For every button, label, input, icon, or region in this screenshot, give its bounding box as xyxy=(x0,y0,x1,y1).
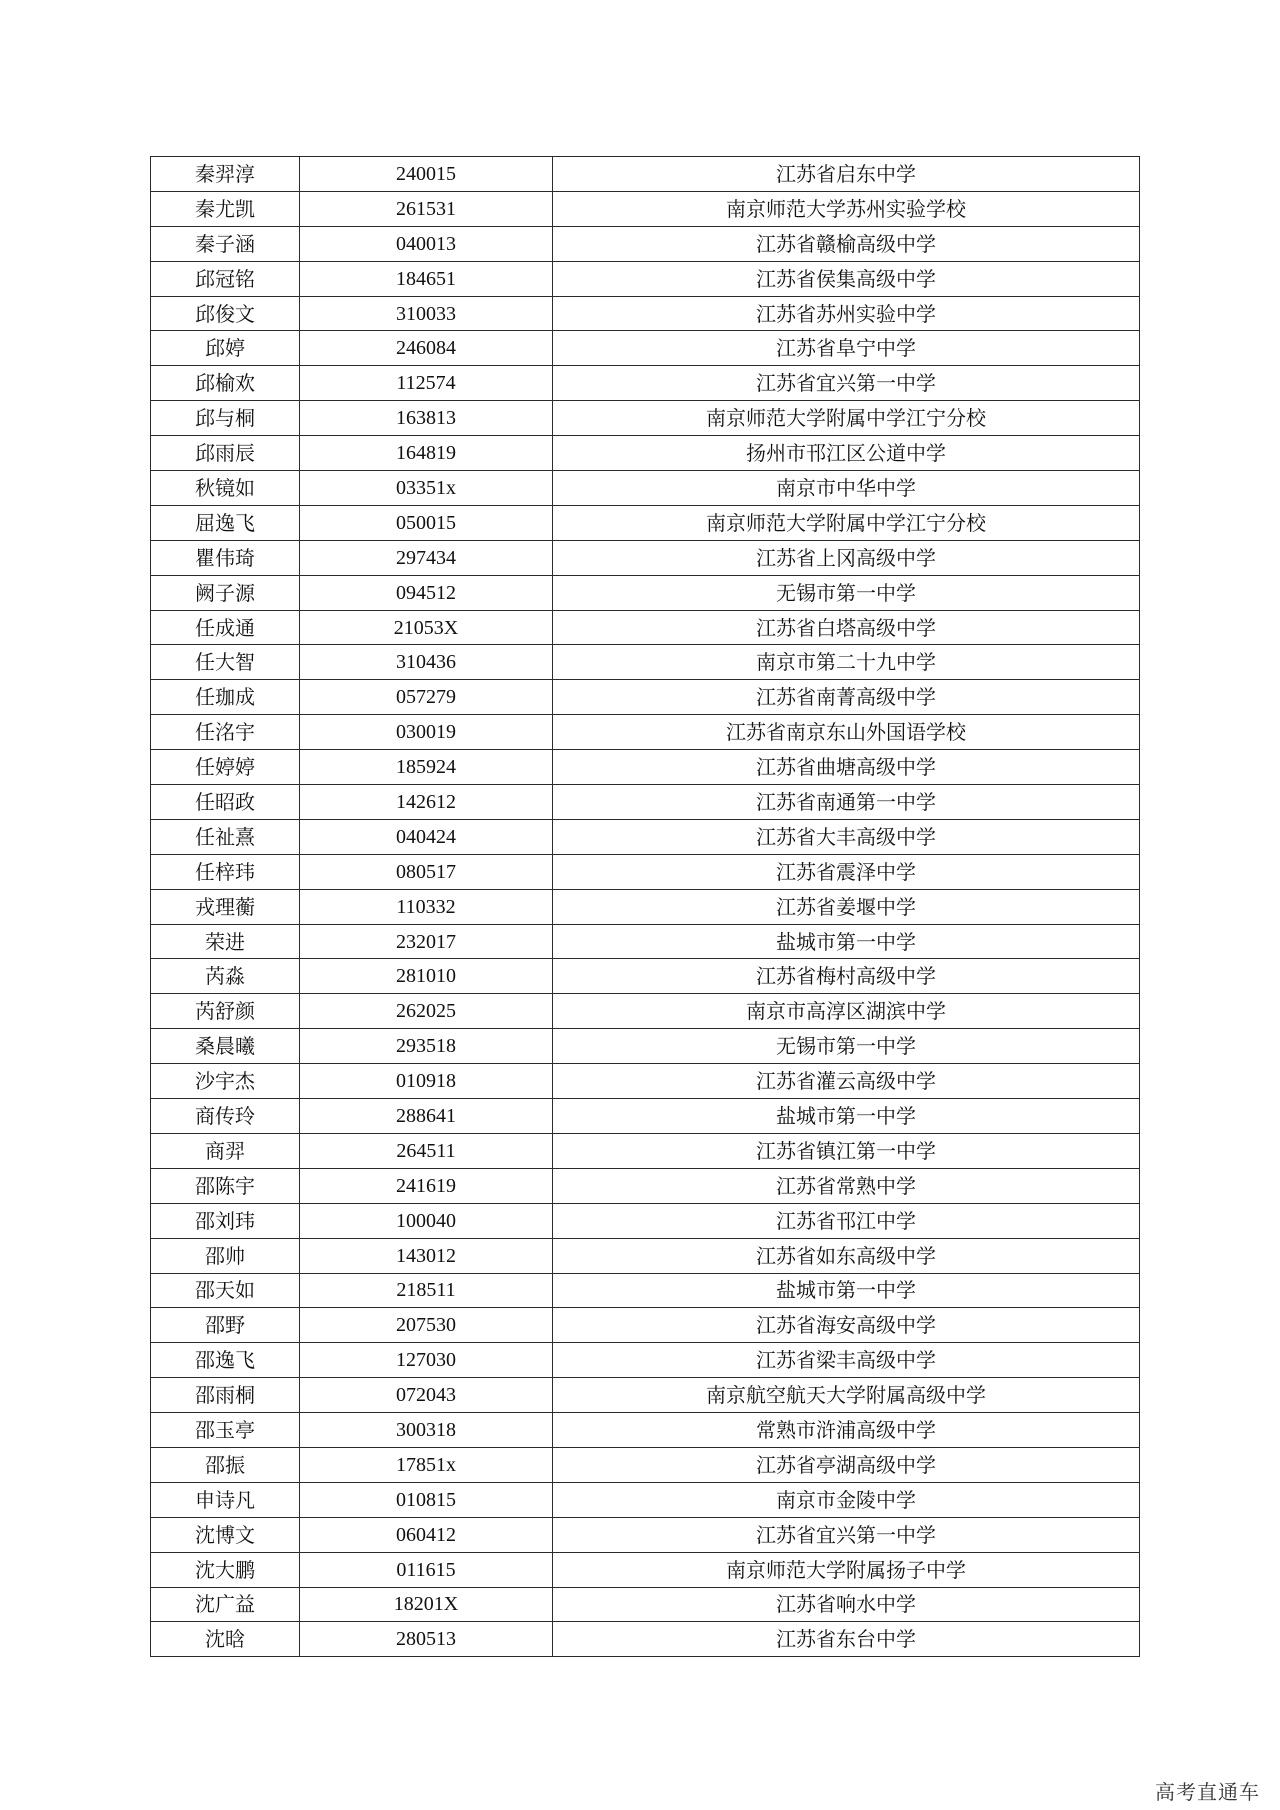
school-name-cell: 南京师范大学附属扬子中学 xyxy=(553,1552,1140,1587)
table-row xyxy=(151,889,1140,924)
table-row xyxy=(151,994,1140,1029)
table-row xyxy=(151,261,1140,296)
student-name-cell: 邵逸飞 xyxy=(151,1343,300,1378)
student-name-cell: 芮舒颜 xyxy=(151,994,300,1029)
school-name-cell: 江苏省赣榆高级中学 xyxy=(553,226,1140,261)
school-name-cell: 无锡市第一中学 xyxy=(553,575,1140,610)
exam-id-cell: 112574 xyxy=(300,366,553,401)
school-name-cell: 江苏省南菁高级中学 xyxy=(553,680,1140,715)
student-name-cell: 申诗凡 xyxy=(151,1482,300,1517)
exam-id-cell: 281010 xyxy=(300,959,553,994)
table-row xyxy=(151,157,1140,192)
student-name-cell: 任大智 xyxy=(151,645,300,680)
table-row xyxy=(151,1447,1140,1482)
table-row xyxy=(151,645,1140,680)
school-name-cell: 常熟市浒浦高级中学 xyxy=(553,1413,1140,1448)
table-row xyxy=(151,1552,1140,1587)
school-name-cell: 盐城市第一中学 xyxy=(553,1273,1140,1308)
school-name-cell: 南京市中华中学 xyxy=(553,471,1140,506)
school-name-cell: 江苏省震泽中学 xyxy=(553,854,1140,889)
school-name-cell: 江苏省常熟中学 xyxy=(553,1168,1140,1203)
exam-id-cell: 142612 xyxy=(300,785,553,820)
exam-id-cell: 232017 xyxy=(300,924,553,959)
school-name-cell: 扬州市邗江区公道中学 xyxy=(553,436,1140,471)
exam-id-cell: 050015 xyxy=(300,505,553,540)
school-name-cell: 江苏省海安高级中学 xyxy=(553,1308,1140,1343)
school-name-cell: 南京师范大学附属中学江宁分校 xyxy=(553,401,1140,436)
exam-id-cell: 094512 xyxy=(300,575,553,610)
student-name-cell: 荣进 xyxy=(151,924,300,959)
student-name-cell: 秋镜如 xyxy=(151,471,300,506)
table-row xyxy=(151,575,1140,610)
table-row xyxy=(151,1378,1140,1413)
exam-id-cell: 100040 xyxy=(300,1203,553,1238)
student-name-cell: 桑晨曦 xyxy=(151,1029,300,1064)
school-name-cell: 江苏省侯集高级中学 xyxy=(553,261,1140,296)
exam-id-cell: 127030 xyxy=(300,1343,553,1378)
student-name-cell: 任梓玮 xyxy=(151,854,300,889)
exam-id-cell: 072043 xyxy=(300,1378,553,1413)
exam-id-cell: 240015 xyxy=(300,157,553,192)
school-name-cell: 盐城市第一中学 xyxy=(553,1099,1140,1134)
school-name-cell: 江苏省南京东山外国语学校 xyxy=(553,715,1140,750)
student-name-cell: 任洺宇 xyxy=(151,715,300,750)
student-name-cell: 屈逸飞 xyxy=(151,505,300,540)
table-row xyxy=(151,505,1140,540)
table-row xyxy=(151,854,1140,889)
student-name-cell: 任成通 xyxy=(151,610,300,645)
table-row xyxy=(151,1064,1140,1099)
exam-id-cell: 060412 xyxy=(300,1517,553,1552)
school-name-cell: 江苏省亭湖高级中学 xyxy=(553,1447,1140,1482)
exam-id-cell: 280513 xyxy=(300,1622,553,1657)
student-name-cell: 邱榆欢 xyxy=(151,366,300,401)
table-row xyxy=(151,1099,1140,1134)
exam-id-cell: 246084 xyxy=(300,331,553,366)
school-name-cell: 江苏省梅村高级中学 xyxy=(553,959,1140,994)
exam-id-cell: 057279 xyxy=(300,680,553,715)
student-name-cell: 任祉熹 xyxy=(151,819,300,854)
student-name-cell: 邱雨辰 xyxy=(151,436,300,471)
exam-id-cell: 207530 xyxy=(300,1308,553,1343)
student-name-cell: 商羿 xyxy=(151,1133,300,1168)
student-name-cell: 邱婷 xyxy=(151,331,300,366)
school-name-cell: 无锡市第一中学 xyxy=(553,1029,1140,1064)
student-name-cell: 邵陈宇 xyxy=(151,1168,300,1203)
roster-body xyxy=(151,157,1140,1657)
exam-id-cell: 163813 xyxy=(300,401,553,436)
school-name-cell: 南京市金陵中学 xyxy=(553,1482,1140,1517)
school-name-cell: 江苏省灌云高级中学 xyxy=(553,1064,1140,1099)
school-name-cell: 江苏省南通第一中学 xyxy=(553,785,1140,820)
table-row xyxy=(151,436,1140,471)
student-name-cell: 秦羿淳 xyxy=(151,157,300,192)
exam-id-cell: 010918 xyxy=(300,1064,553,1099)
student-name-cell: 任珈成 xyxy=(151,680,300,715)
exam-id-cell: 300318 xyxy=(300,1413,553,1448)
school-name-cell: 江苏省上冈高级中学 xyxy=(553,540,1140,575)
exam-id-cell: 241619 xyxy=(300,1168,553,1203)
table-row xyxy=(151,1273,1140,1308)
student-name-cell: 邵玉亭 xyxy=(151,1413,300,1448)
school-name-cell: 南京师范大学苏州实验学校 xyxy=(553,191,1140,226)
table-row xyxy=(151,1238,1140,1273)
table-row xyxy=(151,715,1140,750)
table-row xyxy=(151,1587,1140,1622)
exam-id-cell: 164819 xyxy=(300,436,553,471)
school-name-cell: 江苏省阜宁中学 xyxy=(553,331,1140,366)
student-name-cell: 沈大鹏 xyxy=(151,1552,300,1587)
exam-id-cell: 011615 xyxy=(300,1552,553,1587)
school-name-cell: 江苏省梁丰高级中学 xyxy=(553,1343,1140,1378)
school-name-cell: 南京师范大学附属中学江宁分校 xyxy=(553,505,1140,540)
school-name-cell: 南京市第二十九中学 xyxy=(553,645,1140,680)
table-row xyxy=(151,1308,1140,1343)
exam-id-cell: 310436 xyxy=(300,645,553,680)
student-name-cell: 邵雨桐 xyxy=(151,1378,300,1413)
exam-id-cell: 080517 xyxy=(300,854,553,889)
school-name-cell: 江苏省启东中学 xyxy=(553,157,1140,192)
student-name-cell: 戎理蘅 xyxy=(151,889,300,924)
school-name-cell: 江苏省如东高级中学 xyxy=(553,1238,1140,1273)
exam-id-cell: 218511 xyxy=(300,1273,553,1308)
exam-id-cell: 030019 xyxy=(300,715,553,750)
table-row xyxy=(151,610,1140,645)
watermark-text: 高考直通车 xyxy=(1155,1780,1260,1804)
table-row xyxy=(151,1168,1140,1203)
student-name-cell: 邵帅 xyxy=(151,1238,300,1273)
exam-id-cell: 297434 xyxy=(300,540,553,575)
school-name-cell: 江苏省邗江中学 xyxy=(553,1203,1140,1238)
exam-id-cell: 143012 xyxy=(300,1238,553,1273)
student-name-cell: 阙子源 xyxy=(151,575,300,610)
student-name-cell: 沈晗 xyxy=(151,1622,300,1657)
exam-id-cell: 264511 xyxy=(300,1133,553,1168)
student-name-cell: 商传玲 xyxy=(151,1099,300,1134)
exam-id-cell: 03351x xyxy=(300,471,553,506)
school-name-cell: 江苏省宜兴第一中学 xyxy=(553,366,1140,401)
table-row xyxy=(151,924,1140,959)
exam-id-cell: 185924 xyxy=(300,750,553,785)
student-name-cell: 邵振 xyxy=(151,1447,300,1482)
student-name-cell: 邵天如 xyxy=(151,1273,300,1308)
table-row xyxy=(151,401,1140,436)
student-name-cell: 任婷婷 xyxy=(151,750,300,785)
student-name-cell: 任昭政 xyxy=(151,785,300,820)
student-name-cell: 沈广益 xyxy=(151,1587,300,1622)
school-name-cell: 江苏省东台中学 xyxy=(553,1622,1140,1657)
table-row xyxy=(151,680,1140,715)
table-row xyxy=(151,1622,1140,1657)
school-name-cell: 江苏省宜兴第一中学 xyxy=(553,1517,1140,1552)
student-name-cell: 邵野 xyxy=(151,1308,300,1343)
exam-id-cell: 21053X xyxy=(300,610,553,645)
student-name-cell: 秦子涵 xyxy=(151,226,300,261)
school-name-cell: 江苏省曲塘高级中学 xyxy=(553,750,1140,785)
exam-id-cell: 040013 xyxy=(300,226,553,261)
exam-id-cell: 040424 xyxy=(300,819,553,854)
student-name-cell: 邵刘玮 xyxy=(151,1203,300,1238)
table-row xyxy=(151,331,1140,366)
table-row xyxy=(151,750,1140,785)
table-row xyxy=(151,296,1140,331)
school-name-cell: 江苏省响水中学 xyxy=(553,1587,1140,1622)
table-row xyxy=(151,1133,1140,1168)
exam-id-cell: 262025 xyxy=(300,994,553,1029)
student-name-cell: 沈博文 xyxy=(151,1517,300,1552)
school-name-cell: 江苏省姜堰中学 xyxy=(553,889,1140,924)
school-name-cell: 南京航空航天大学附属高级中学 xyxy=(553,1378,1140,1413)
exam-id-cell: 288641 xyxy=(300,1099,553,1134)
school-name-cell: 江苏省镇江第一中学 xyxy=(553,1133,1140,1168)
student-name-cell: 秦尤凯 xyxy=(151,191,300,226)
table-row xyxy=(151,471,1140,506)
school-name-cell: 江苏省白塔高级中学 xyxy=(553,610,1140,645)
table-row xyxy=(151,191,1140,226)
table-row xyxy=(151,1413,1140,1448)
exam-id-cell: 261531 xyxy=(300,191,553,226)
exam-id-cell: 293518 xyxy=(300,1029,553,1064)
school-name-cell: 南京市高淳区湖滨中学 xyxy=(553,994,1140,1029)
exam-id-cell: 17851x xyxy=(300,1447,553,1482)
table-row xyxy=(151,226,1140,261)
exam-id-cell: 18201X xyxy=(300,1587,553,1622)
table-row xyxy=(151,1517,1140,1552)
school-name-cell: 江苏省苏州实验中学 xyxy=(553,296,1140,331)
student-name-cell: 瞿伟琦 xyxy=(151,540,300,575)
roster-table xyxy=(150,156,1140,1657)
exam-id-cell: 010815 xyxy=(300,1482,553,1517)
exam-id-cell: 110332 xyxy=(300,889,553,924)
table-row xyxy=(151,540,1140,575)
student-name-cell: 邱与桐 xyxy=(151,401,300,436)
school-name-cell: 盐城市第一中学 xyxy=(553,924,1140,959)
table-row xyxy=(151,959,1140,994)
table-row xyxy=(151,1203,1140,1238)
student-name-cell: 芮淼 xyxy=(151,959,300,994)
school-name-cell: 江苏省大丰高级中学 xyxy=(553,819,1140,854)
student-name-cell: 邱冠铭 xyxy=(151,261,300,296)
table-row xyxy=(151,1343,1140,1378)
student-name-cell: 邱俊文 xyxy=(151,296,300,331)
exam-id-cell: 184651 xyxy=(300,261,553,296)
table-row xyxy=(151,819,1140,854)
table-row xyxy=(151,1482,1140,1517)
student-name-cell: 沙宇杰 xyxy=(151,1064,300,1099)
table-row xyxy=(151,1029,1140,1064)
table-row xyxy=(151,785,1140,820)
table-row xyxy=(151,366,1140,401)
exam-id-cell: 310033 xyxy=(300,296,553,331)
